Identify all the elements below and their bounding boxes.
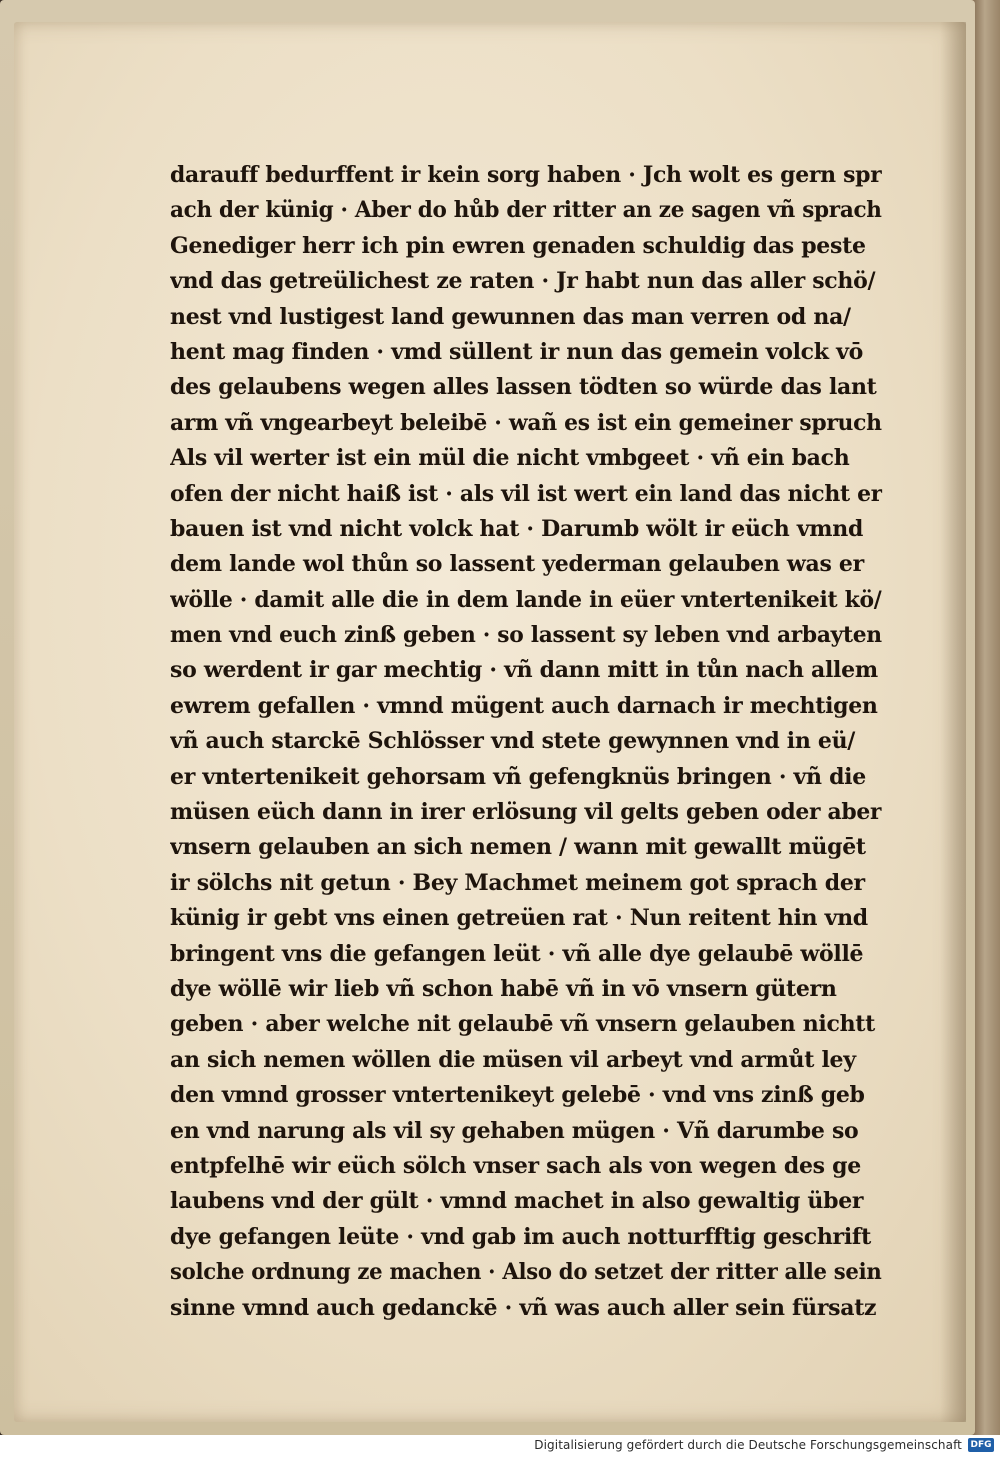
text-line: des gelaubens wegen alles lassen tödten so würde das lant [170,374,877,401]
text-line: Als vil werter ist ein mül die nicht vmbgeet · vñ ein bach [170,445,850,472]
text-line: laubens vnd der gült · vmnd machet in also gewaltig über [170,1188,864,1215]
text-line: bringent vns die gefangen leüt · vñ alle dye gelaubē wöllē [170,940,864,967]
text-line: ewrem gefallen · vmnd mügent auch darnach ir mechtigen [170,692,878,719]
text-line: bauen ist vnd nicht volck hat · Darumb wölt ir eüch vmnd [170,515,864,542]
text-line: vnsern gelauben an sich nemen / wann mit gewallt mügēt [170,834,866,861]
text-line: ir sölchs nit getun · Bey Machmet meinem got sprach der [170,869,865,896]
text-line: vnd das getreülichest ze raten · Jr habt nun das aller schö/ [170,268,876,295]
digitization-credit: Digitalisierung gefördert durch die Deutsche Forschungsgemeinschaft [534,1438,962,1452]
printed-text-block [170,158,882,1326]
text-line: künig ir gebt vns einen getreüen rat · Nun reitent hin vnd [170,905,868,932]
text-line: Genediger herr ich pin ewren genaden schuldig das peste [170,232,866,259]
text-line: solche ordnung ze machen · Also do setzet der ritter alle sein [170,1259,882,1286]
text-line: sinne vmnd auch gedanckē · vñ was auch aller sein fürsatz [170,1294,877,1321]
text-line: müsen eüch dann in irer erlösung vil gelts geben oder aber [170,799,882,826]
page-fold-shadow [940,22,966,1422]
text-line: den vmnd grosser vntertenikeyt gelebē · vnd vns zinß geb [170,1082,865,1109]
text-line: geben · aber welche nit gelaubē vñ vnsern gelauben nichtt [170,1011,875,1038]
text-line: darauff bedurffent ir kein sorg haben · Jch wolt es gern spr [170,162,882,188]
text-line: dye gefangen leüte · vnd gab im auch notturfftig geschrift [170,1223,871,1250]
text-line: arm vñ vngearbeyt beleibē · wañ es ist ein gemeiner spruch [170,409,882,436]
text-line: dem lande wol thůn so lassent yederman gelauben was er [170,551,864,578]
text-line: nest vnd lustigest land gewunnen das man verren od na/ [170,303,851,330]
text-line: wölle · damit alle die in dem lande in eüer vntertenikeit kö/ [170,586,882,613]
text-line: er vntertenikeit gehorsam vñ gefengknüs bringen · vñ die [170,763,866,790]
text-line: an sich nemen wöllen die müsen vil arbeyt vnd armůt ley [170,1046,856,1073]
dfg-logo: DFG [968,1438,994,1452]
text-line: entpfelhē wir eüch sölch vnser sach als von wegen des ge [170,1152,861,1179]
text-line: vñ auch starckē Schlösser vnd stete gewynnen vnd in eü/ [170,728,856,755]
text-line: men vnd euch zinß geben · so lassent sy leben vnd arbayten [170,622,882,649]
text-line: ofen der nicht haiß ist · als vil ist wert ein land das nicht er [170,480,883,507]
text-line: hent mag finden · vmd süllent ir nun das gemein volck vō [170,338,863,365]
text-line: dye wöllē wir lieb vñ schon habē vñ in vō vnsern gütern [170,975,837,1002]
text-line: en vnd narung als vil sy gehaben mügen · Vñ darumbe so [170,1117,859,1144]
text-line: so werdent ir gar mechtig · vñ dann mitt in tůn nach allem [170,657,878,684]
text-line: ach der künig · Aber do hůb der ritter an ze sagen vñ sprach [170,197,882,224]
